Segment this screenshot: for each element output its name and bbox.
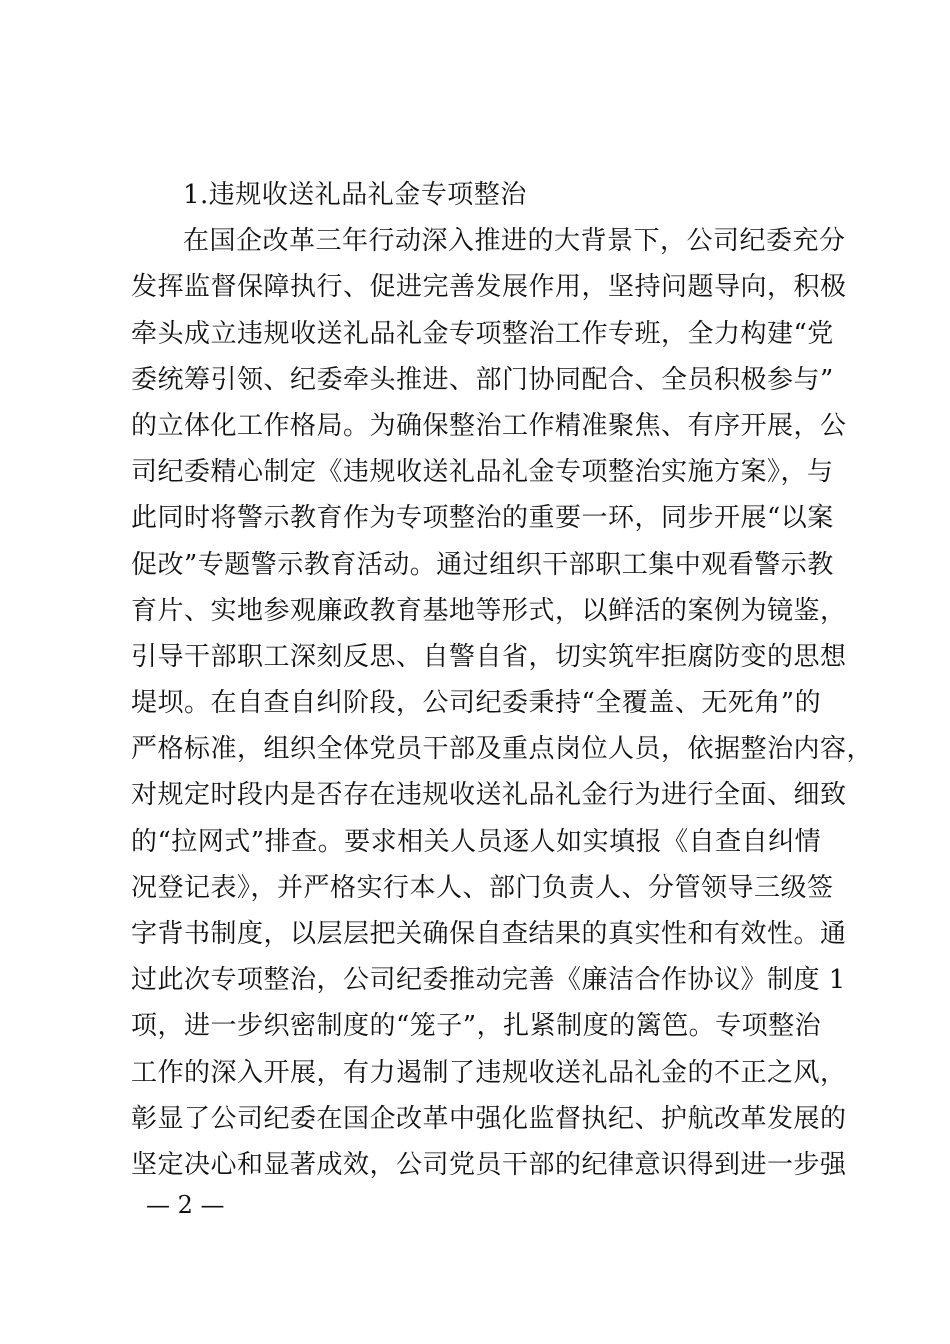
paragraph-line: 在国企改革三年行动深入推进的大背景下，公司纪委充分 xyxy=(183,226,846,257)
paragraph-line: 牵头成立违规收送礼品礼金专项整治工作专班，全力构建“党 xyxy=(131,318,834,349)
paragraph-line: 项，进一步织密制度的“笼子”，扎紧制度的篱笆。专项整治 xyxy=(131,1011,822,1042)
paragraph-line: 字背书制度，以层层把关确保自查结果的真实性和有效性。通 xyxy=(131,919,847,949)
paragraph-line: 堤坝。在自查自纠阶段，公司纪委秉持“全覆盖、无死角”的 xyxy=(131,688,822,719)
paragraph-line: 坚定决心和显著成效，公司党员干部的纪律意识得到进一步强 xyxy=(131,1149,847,1180)
paragraph-line: 促改”专题警示教育活动。通过组织干部职工集中观看警示教 xyxy=(131,549,834,580)
paragraph-line: 的“拉网式”排查。要求相关人员逐人如实填报《自查自纠情 xyxy=(131,826,822,857)
paragraph-line: 委统筹引领、纪委牵头推进、部门协同配合、全员积极参与” xyxy=(131,364,834,395)
section-heading: 1.违规收送礼品礼金专项整治 xyxy=(183,180,527,210)
paragraph-line: 此同时将警示教育作为专项整治的重要一环，同步开展“以案 xyxy=(131,503,834,534)
page-number: — 2 — xyxy=(146,1191,225,1219)
body-text xyxy=(131,172,874,1188)
paragraph-line: 工作的深入开展，有力遏制了违规收送礼品礼金的不正之风， xyxy=(131,1057,847,1088)
paragraph-line: 引导干部职工深刻反思、自警自省，切实筑牢拒腐防变的思想 xyxy=(131,641,847,672)
paragraph-line: 司纪委精心制定《违规收送礼品礼金专项整治实施方案》，与 xyxy=(131,457,834,488)
paragraph-line: 育片、实地参观廉政教育基地等形式，以鲜活的案例为镜鉴， xyxy=(131,595,847,626)
paragraph-line: 发挥监督保障执行、促进完善发展作用，坚持问题导向，积极 xyxy=(131,272,847,303)
paragraph-line: 对规定时段内是否存在违规收送礼品礼金行为进行全面、细致 xyxy=(131,780,847,811)
paragraph-line: 况登记表》，并严格实行本人、部门负责人、分管领导三级签 xyxy=(131,872,834,903)
paragraph-line: 严格标准，组织全体党员干部及重点岗位人员，依据整治内容， xyxy=(131,734,874,765)
paragraph-line: 过此次专项整治，公司纪委推动完善《廉洁合作协议》制度 1 xyxy=(131,965,846,996)
paragraph-line: 的立体化工作格局。为确保整治工作精准聚焦、有序开展，公 xyxy=(131,410,847,441)
paragraph-line: 彰显了公司纪委在国企改革中强化监督执纪、护航改革发展的 xyxy=(131,1103,847,1134)
